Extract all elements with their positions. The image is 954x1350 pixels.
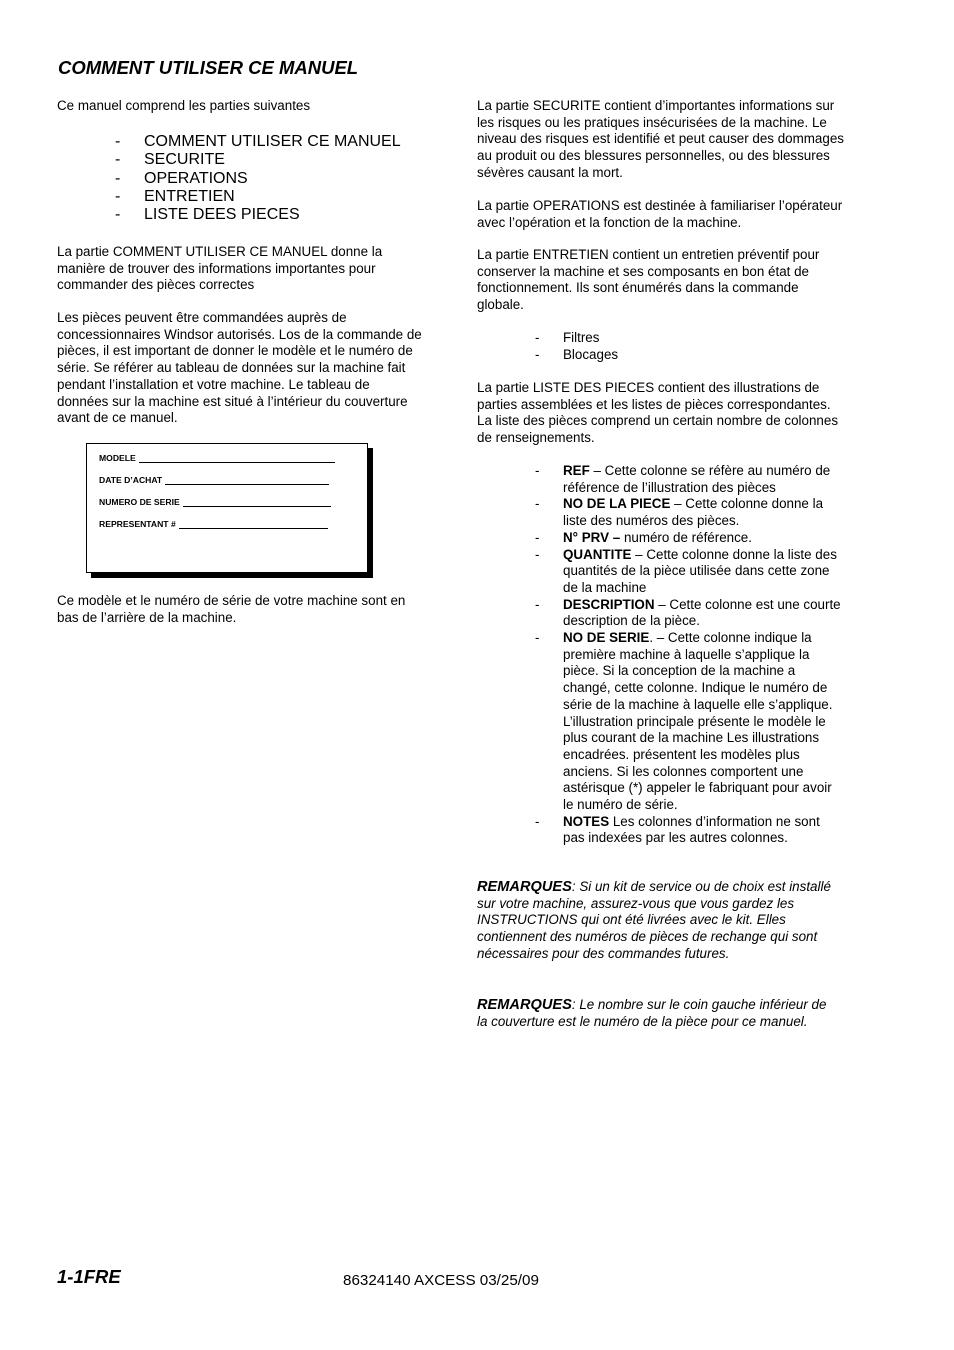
list-item: - NO DE SERIE. – Cette colonne indique la première machine à laquelle s’applique la pièce. Si la conception de la machine a changé, cette colonne. Indique le numéro de série de la machine à laquelle elle s’applique. L’illustration principale présente le modèle le plus courant de la machine Les illustrations encadrées. présentent les modèles plus anciens. Si les colonnes comportent une astérisque (*) appeler le fabriquant pour avoir le numéro de série. bbox=[535, 630, 833, 813]
page-number: 1-1FRE bbox=[57, 1266, 121, 1287]
paragraph-parts-list: La partie LISTE DES PIECES contient des illustrations de parties assemblées et les listes de pièces correspondantes. La liste des pièces comprend un certain nombre de colonnes de renseignements. bbox=[477, 380, 839, 446]
form-field-modele: MODELE bbox=[99, 453, 335, 463]
remark-service-kit: REMARQUES: Si un kit de service ou de choix est installé sur votre machine, assurez-vous que vous gardez les INSTRUCTIONS qui ont été livrées avec le kit. Elles contiennent des numéros de pièces de rechange qui sont nécessaires pour des commandes futures. bbox=[477, 879, 831, 961]
document-reference: 86324140 AXCESS 03/25/09 bbox=[343, 1272, 539, 1289]
list-item: - REF – Cette colonne se réfère au numéro de référence de l’illustration des pièces bbox=[535, 463, 831, 495]
list-item: - QUANTITE – Cette colonne donne la liste des quantités de la pièce utilisée dans cette zone de la machine bbox=[535, 546, 837, 595]
form-field-representant: REPRESENTANT # bbox=[99, 519, 328, 529]
list-item: - N° PRV – numéro de référence. bbox=[535, 529, 752, 545]
toc-item: - OPERATIONS bbox=[115, 169, 248, 187]
intro-text: Ce manuel comprend les parties suivantes bbox=[57, 98, 311, 113]
list-item: - Filtres bbox=[535, 330, 600, 345]
form-field-date: DATE D’ACHAT bbox=[99, 475, 329, 485]
toc-item: - ENTRETIEN bbox=[115, 187, 235, 205]
toc-item: - COMMENT UTILISER CE MANUEL bbox=[115, 133, 401, 150]
paragraph-entretien: La partie ENTRETIEN contient un entretien préventif pour conserver la machine et ses composants en bon état de fonctionnement. Ils sont énumérés dans la commande globale. bbox=[477, 247, 820, 313]
form-field-serie: NUMERO DE SERIE bbox=[99, 497, 331, 507]
page-title: COMMENT UTILISER CE MANUEL bbox=[58, 57, 359, 78]
toc-item: - LISTE DEES PIECES bbox=[115, 206, 300, 224]
toc-item: - SECURITE bbox=[115, 151, 225, 169]
list-item: - DESCRIPTION – Cette colonne est une courte description de la pièce. bbox=[535, 596, 841, 629]
list-item: - Blocages bbox=[535, 346, 619, 362]
machine-data-form bbox=[86, 443, 368, 573]
list-item: - NOTES Les colonnes d’information ne sont pas indexées par les autres colonnes. bbox=[535, 813, 820, 846]
maintenance-list bbox=[535, 330, 843, 363]
paragraph-securite: La partie SECURITE contient d’importantes informations sur les risques ou les pratiques insécurisées de la machine. Le niveau des risques est identifié et peut causer des dommages au produit ou des blessures personnelles, ou des blessures sévères causant la mort. bbox=[477, 98, 844, 180]
paragraph-ordering: Les pièces peuvent être commandées auprès de concessionnaires Windsor autorisés. Los de la commande de pièces, il est important de donner le modèle et le numéro de série. Se référer au tableau de données sur la machine fait pendant l’installation et votre machine. Le tableau de données sur la machine est situé à l’intérieur du couverture avant de ce manuel. bbox=[57, 310, 422, 426]
remark-part-number: REMARQUES: Le nombre sur le coin gauche inférieur de la couverture est le numéro de la pièce pour ce manuel. bbox=[477, 997, 827, 1029]
list-item: - NO DE LA PIECE – Cette colonne donne la liste des numéros des pièces. bbox=[535, 496, 824, 529]
paragraph-how-to: La partie COMMENT UTILISER CE MANUEL donne la manière de trouver des informations importantes pour commander des pièces correctes bbox=[57, 244, 383, 293]
paragraph-operations: La partie OPERATIONS est destinée à familiariser l’opérateur avec l’opération et la fonction de la machine. bbox=[477, 198, 843, 230]
paragraph-serial-location: Ce modèle et le numéro de série de votre machine sont en bas de l’arrière de la machine. bbox=[57, 593, 406, 625]
table-of-contents bbox=[115, 133, 401, 224]
columns-list bbox=[535, 463, 843, 847]
